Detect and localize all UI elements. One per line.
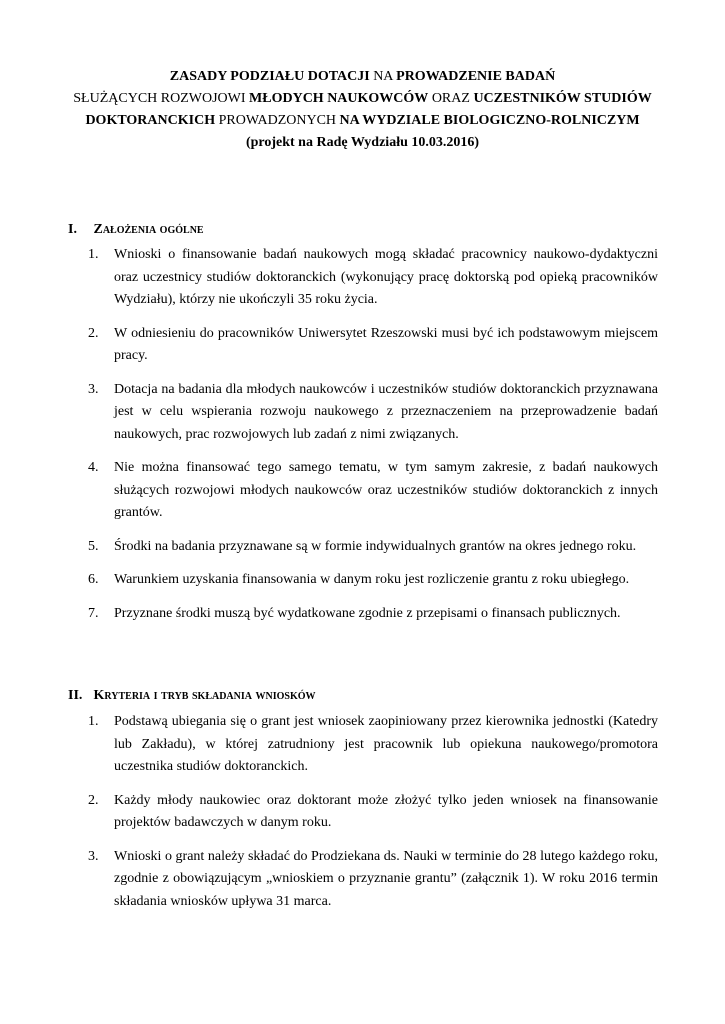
item-text: Nie można finansować tego samego tematu, w tym samym zakresie, z badań naukowych służących rozwojowi młodych naukowców oraz uczestników studiów doktoranckich z innych grantów. <box>114 460 658 520</box>
list-item <box>88 790 658 835</box>
section-number: I. <box>68 222 77 237</box>
item-text: Przyznane środki muszą być wydatkowane zgodnie z przepisami o finansach publicznych. <box>114 605 621 621</box>
item-number: 5. <box>88 538 99 554</box>
section-title: Założenia ogólne <box>93 222 204 237</box>
section-2-list <box>88 711 658 913</box>
document-subtitle <box>60 132 665 154</box>
item-number: 3. <box>88 381 99 397</box>
item-number: 4. <box>88 460 99 475</box>
title-fragment: NA WYDZIALE BIOLOGICZNO-ROLNICZYM <box>339 113 640 128</box>
title-line-2 <box>60 88 665 110</box>
title-fragment: PROWADZONYCH <box>215 113 340 128</box>
section-heading-2 <box>68 688 316 704</box>
section-title: Kryteria i tryb składania wniosków <box>93 688 316 703</box>
item-number: 2. <box>88 792 99 808</box>
list-item <box>88 323 658 368</box>
item-text: Każdy młody naukowiec oraz doktorant może złożyć tylko jeden wniosek na finansowanie projektów badawczych w danym roku. <box>114 792 658 830</box>
section-number: II. <box>68 688 83 703</box>
item-text: Wnioski o finansowanie badań naukowych mogą składać pracownicy naukowo-dydaktyczni oraz uczestnicy studiów doktoranckich (wykonujący pracę doktorską pod opieką pracowników Wydziału), którzy nie ukończyli 35 roku życia. <box>114 247 658 307</box>
item-number: 1. <box>88 714 99 729</box>
list-item <box>88 846 658 914</box>
title-line-3 <box>60 110 665 132</box>
item-text: W odniesieniu do pracowników Uniwersytet Rzeszowski musi być ich podstawowym miejscem pracy. <box>114 325 658 363</box>
item-number: 3. <box>88 848 99 864</box>
list-item <box>88 379 658 447</box>
title-fragment: UCZESTNIKÓW STUDIÓW <box>473 91 652 106</box>
title-fragment: ZASADY PODZIAŁU DOTACJI <box>169 69 370 84</box>
item-number: 1. <box>88 247 99 262</box>
title-fragment: PROWADZENIE BADAŃ <box>396 69 556 84</box>
item-text: Wnioski o grant należy składać do Prodziekana ds. Nauki w terminie do 28 lutego każdego roku, zgodnie z obowiązującym „wnioskiem o przyznanie grantu” (załącznik 1). W roku 2016 termin składania wniosków upływa 31 marca. <box>114 848 658 909</box>
title-fragment: NA <box>369 69 397 84</box>
item-text: Warunkiem uzyskania finansowania w danym roku jest rozliczenie grantu z roku ubiegłego. <box>114 572 630 587</box>
item-number: 7. <box>88 605 99 621</box>
title-fragment: MŁODYCH NAUKOWCÓW <box>249 91 429 106</box>
item-text: Dotacja na badania dla młodych naukowców i uczestników studiów doktoranckich przyznawana jest w celu wspierania rozwoju naukowego z przeznaczeniem na przeprowadzenie badań naukowych, prac rozwojowych lub zadań z nimi związanych. <box>114 381 658 442</box>
item-number: 6. <box>88 572 99 587</box>
item-text: Środki na badania przyznawane są w formie indywidualnych grantów na okres jednego roku. <box>114 538 637 554</box>
section-1-list <box>88 244 658 625</box>
title-fragment: SŁUŻĄCYCH ROZWOJOWI <box>73 91 250 106</box>
list-item <box>88 569 658 592</box>
title-line-1 <box>60 66 665 88</box>
list-item <box>88 711 658 779</box>
title-fragment: DOKTORANCKICH <box>85 113 216 128</box>
item-number: 2. <box>88 325 99 341</box>
title-fragment: ORAZ <box>428 91 474 106</box>
document-title <box>60 66 665 154</box>
item-text: Podstawą ubiegania się o grant jest wniosek zaopiniowany przez kierownika jednostki (Katedry lub Zakładu), w której zatrudniony jest pracownik lub opiekuna naukowego/promotora uczestnika studiów doktoranckich. <box>114 714 658 774</box>
list-item <box>88 244 658 312</box>
list-item <box>88 457 658 525</box>
list-item <box>88 603 658 626</box>
section-heading-1 <box>68 222 204 238</box>
list-item <box>88 536 658 559</box>
subtitle-text: (projekt na Radę Wydziału 10.03.2016) <box>245 135 480 150</box>
